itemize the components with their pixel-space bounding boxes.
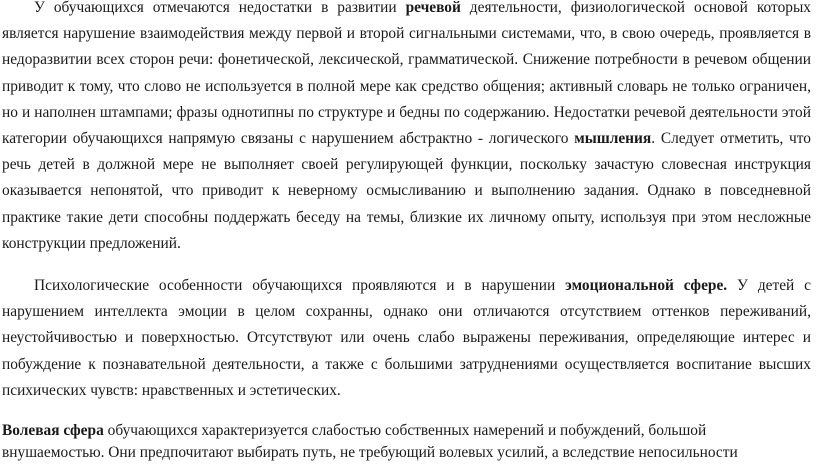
- paragraph-emotional-text-2: У детей с нарушением интеллекта эмоции в целом сохранны, однако они отличаются отсутствием оттенков переживаний, неустойчивостью и поверхностью. Отсутствуют или очень слабо выражены переживания, определяющие интерес и побуждение к познавательной деятельности, а также с большими затруднениями осуществляется воспитание высших психических чувств: нравственных и эстетических.: [2, 277, 811, 399]
- paragraph-emotional-text-1: Психологические особенности обучающихся проявляются и в нарушении: [34, 277, 566, 295]
- paragraph-speech-text-1: У обучающихся отмечаются недостатки в развитии: [34, 0, 406, 16]
- paragraph-emotional: [2, 273, 811, 404]
- paragraph-speech-text-3: . Следует отметить, что речь детей в должной мере не выполняет своей регулирующей функции, поскольку зачастую словесная инструкция оказывается непонятой, что приводит к неверному осмысливанию и выполнению задания. Однако в повседневной практике такие дети способны поддержать беседу на темы, близкие их личному опыту, используя при этом несложные конструкции предложений.: [2, 130, 811, 252]
- term-speech: речевой: [405, 0, 461, 16]
- term-emotional-sphere: эмоциональной сфере.: [565, 277, 728, 295]
- paragraph-speech: [2, 0, 811, 257]
- paragraph-speech-text-2: деятельности, физиологической основой которых является нарушение взаимодействия между первой и второй сигнальными системами, что, в свою очередь, проявляется в недоразвитии всех сторон речи: фонетической, лексической, грамматической. Снижение потребности в речевом общении приводит к тому, что слово не используется в полной мере как средство общения; активный словарь не только ограничен, но и наполнен штампами; фразы однотипны по структуре и бедны по содержанию. Недостатки речевой деятельности этой категории обучающихся напрямую связаны с нарушением абстрактно - логического: [2, 0, 811, 148]
- paragraph-volitional: [2, 420, 811, 464]
- paragraph-volitional-text-1: обучающихся характеризуется слабостью собственных намерений и побуждений, большой внушаемостью. Они предпочитают выбирать путь, не требующий волевых усилий, а вследствие непосильности: [2, 422, 738, 462]
- term-volitional-sphere: Волевая сфера: [2, 422, 104, 440]
- term-thinking: мышления: [574, 130, 652, 148]
